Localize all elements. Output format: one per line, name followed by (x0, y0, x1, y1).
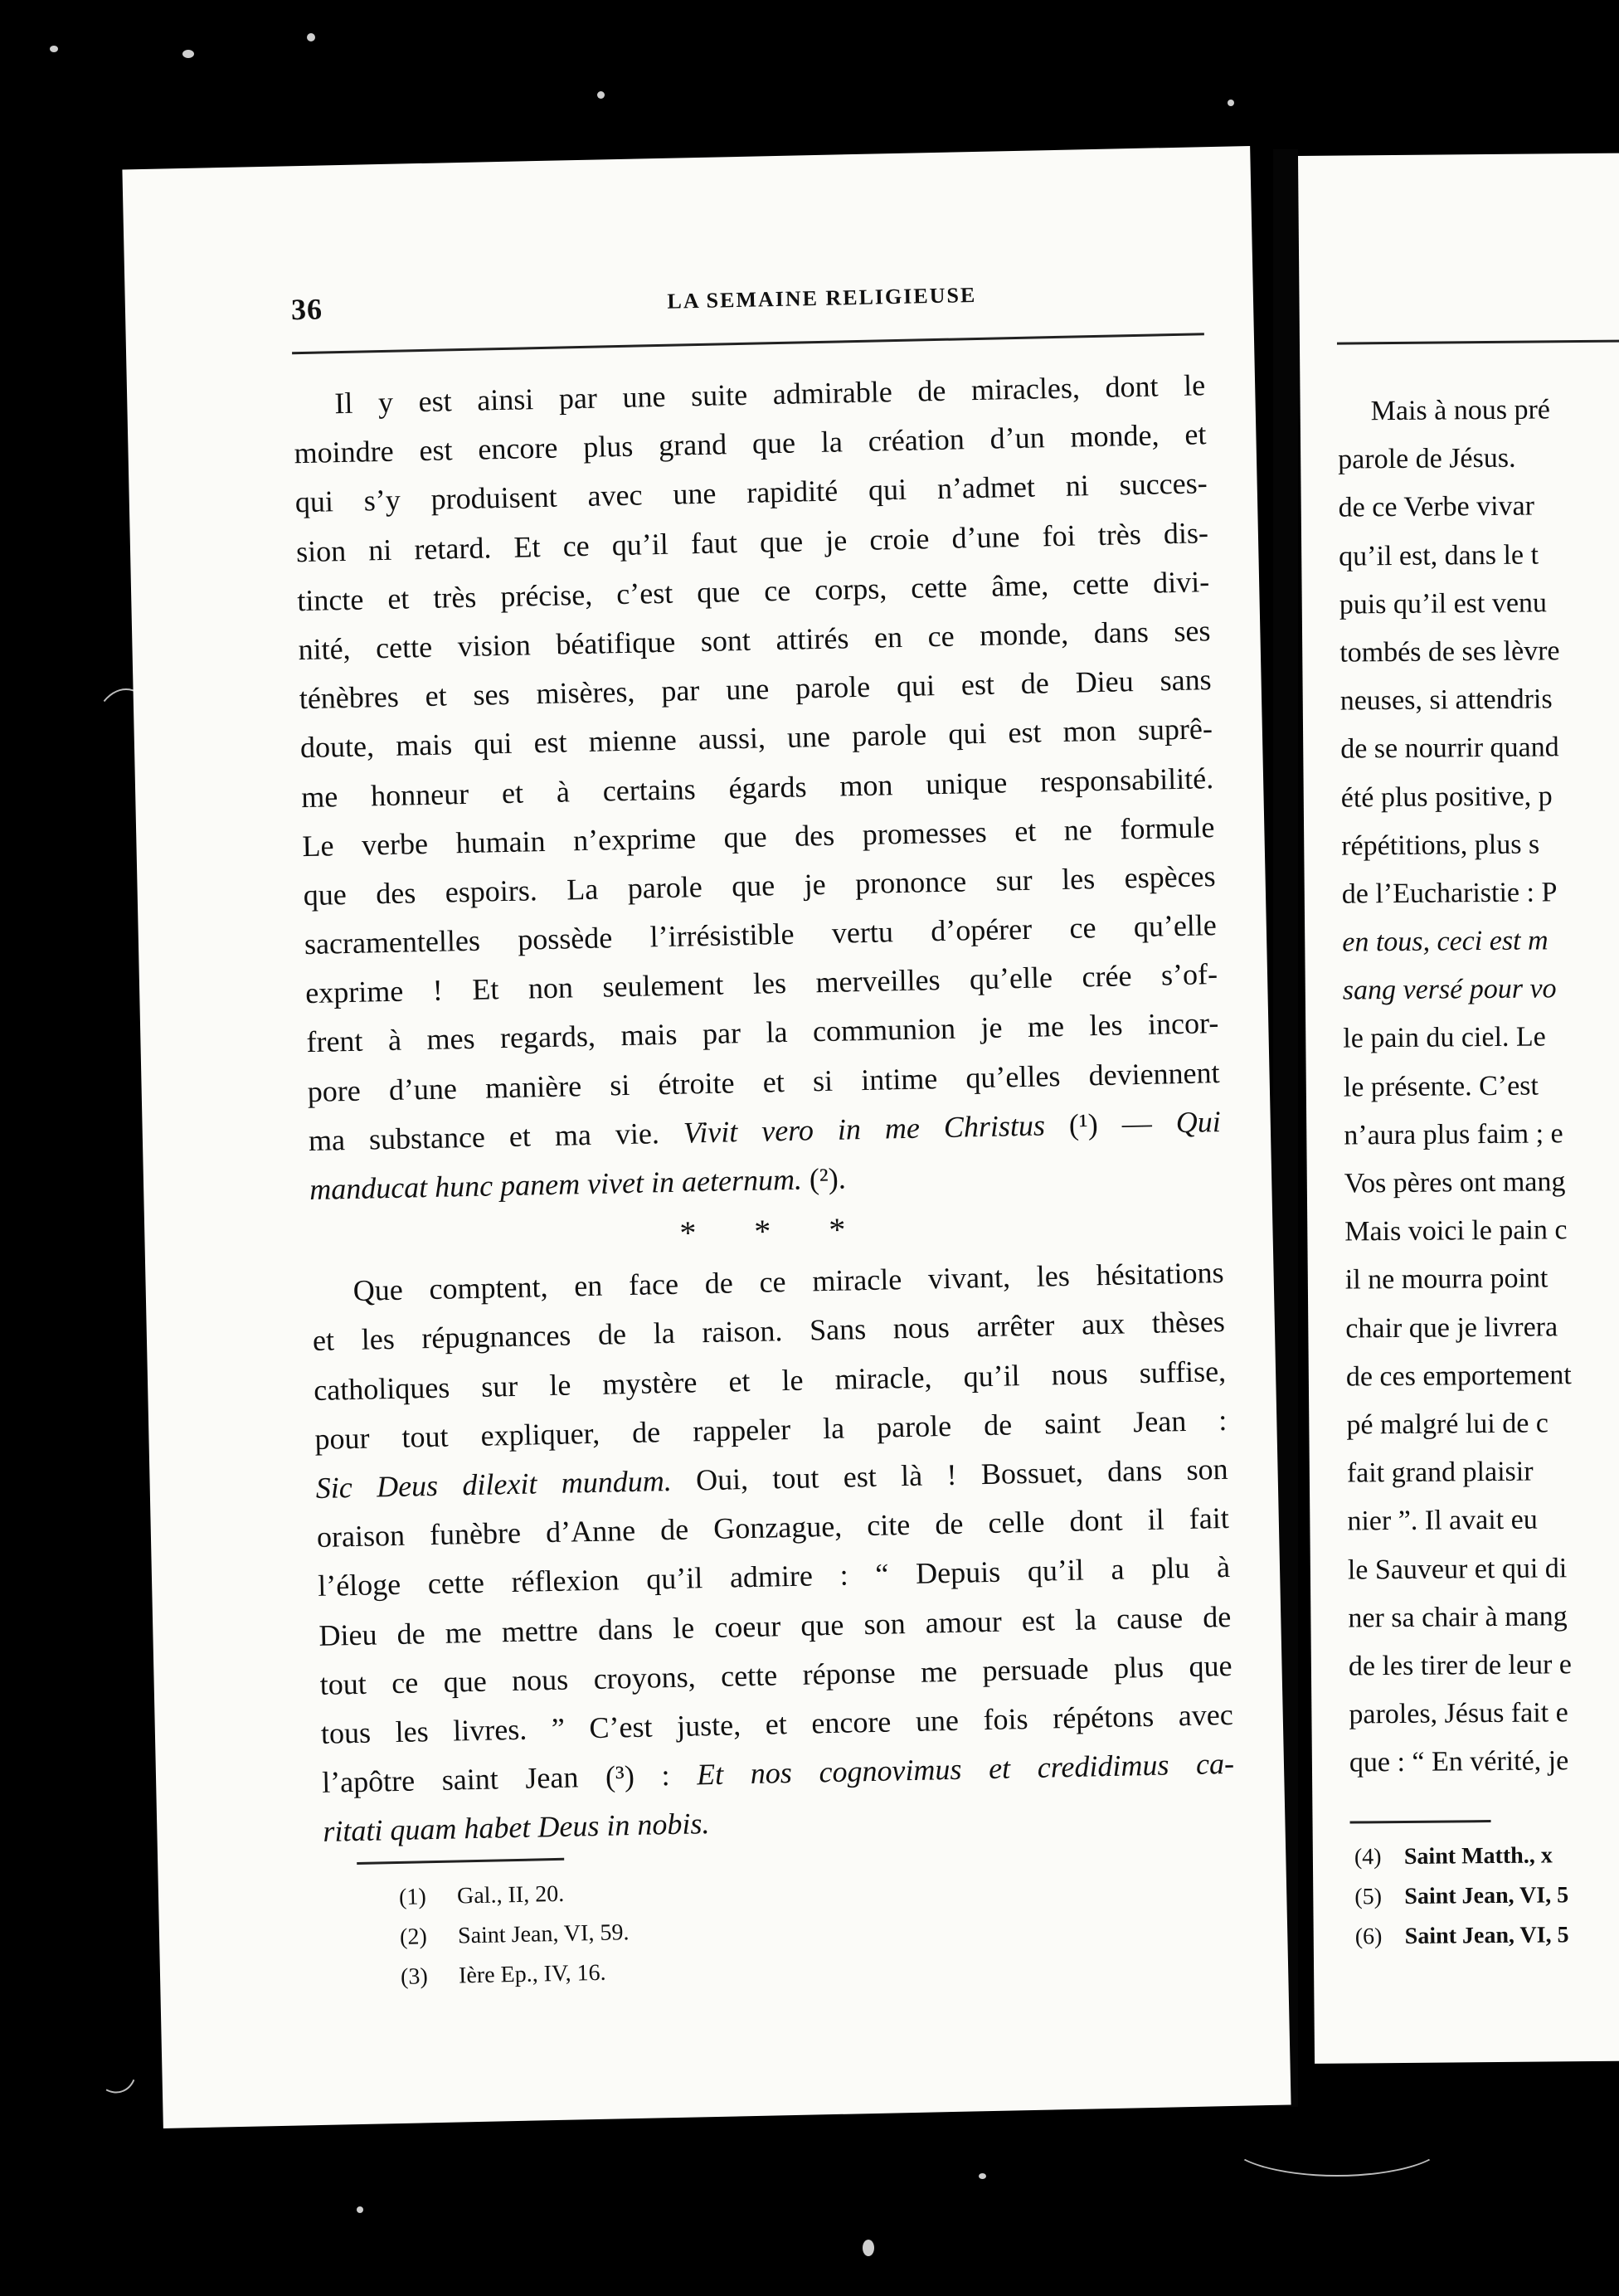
text-line: doute, mais qui est mienne aussi, une parole qui est mon suprê- (299, 712, 1213, 765)
footnote-number: (3) (400, 1963, 429, 1990)
running-head (291, 273, 1204, 338)
footnote-text: Gal., II, 20. (456, 1880, 565, 1909)
footnotes (1354, 1834, 1619, 1957)
footnote-number: (6) (1354, 1924, 1383, 1950)
text-line: Le verbe humain n’exprime que des promesses et ne formule (302, 810, 1215, 863)
dust-speck (597, 91, 605, 99)
text-line: ritati quam habet Deus in nobis. (323, 1807, 710, 1849)
text-line: le présente. C’est (1343, 1070, 1539, 1103)
footnote-text: Saint Jean, VI, 5 (1404, 1922, 1569, 1949)
page-number: 36 (290, 292, 323, 327)
text-line: été plus positive, p (1340, 780, 1553, 814)
text-line: Vos pères ont mang (1344, 1166, 1566, 1199)
footnote-number: (1) (398, 1884, 427, 1910)
footnote-rule (1350, 1820, 1491, 1823)
latin-quote: manducat hunc panem vivet in aeternum. (309, 1162, 803, 1207)
text-run: ma substance et ma vie. (308, 1116, 684, 1157)
dust-speck (863, 2240, 874, 2256)
section-ornament: * * * (678, 1210, 871, 1252)
latin-quote: Et nos cognovimus et credidimus ca- (696, 1746, 1235, 1792)
text-line: nier ”. Il avait eu (1347, 1504, 1538, 1537)
header-rule (292, 333, 1204, 354)
text-line: répétitions, plus s (1341, 829, 1540, 862)
text-line: pore d’une manière si étroite et si intime qu’elles deviennent (307, 1055, 1220, 1108)
footnote-text: Saint Matth., x (1403, 1842, 1553, 1870)
text-line: exprime ! Et non seulement les merveilles qu’elle crée s’of- (304, 957, 1218, 1010)
footnote-rule (357, 1858, 564, 1865)
text-line: que : “ En vérité, je (1349, 1745, 1569, 1778)
text-line: Que comptent, en face de ce miracle vivant, les hésitations (352, 1256, 1224, 1308)
text-line: moindre est encore plus grand que la création d’un monde, et (294, 417, 1207, 470)
text-line: l’éloge cette réflexion qu’il admire : “ Depuis qu’il a plu à (317, 1550, 1231, 1603)
header-rule (1337, 339, 1619, 344)
footnote-text: Ière Ep., IV, 16. (458, 1959, 606, 1989)
footnote-ref: (²). (801, 1161, 847, 1196)
text-line: qu’il est, dans le t (1339, 539, 1539, 572)
text-line: de les tirer de leur e (1348, 1649, 1573, 1682)
footnote (1355, 1914, 1619, 1957)
dust-speck (182, 50, 194, 58)
text-line: fait grand plaisir (1346, 1456, 1534, 1489)
text-line: en tous, ceci est m (1342, 925, 1549, 958)
left-page (122, 146, 1291, 2128)
footnote-text: Saint Jean, VI, 5 (1404, 1882, 1569, 1909)
text-line: chair que je livrera (1345, 1311, 1558, 1345)
header-title: LA SEMAINE RELIGIEUSE (667, 282, 977, 314)
text-line: Mais à nous pré (1370, 394, 1551, 427)
text-line: me honneur et à certains égards mon unique responsabilité. (300, 761, 1214, 814)
text-line: Dieu de me mettre dans le coeur que son amour est la cause de (318, 1599, 1232, 1652)
text-line: de ce Verbe vivar (1338, 490, 1535, 523)
footnote-ref: (¹) — (1044, 1105, 1177, 1142)
text-line: oraison funèbre d’Anne de Gonzague, cite de celle dont il fait (316, 1501, 1230, 1554)
text-line: catholiques sur le mystère et le miracle, qu’il nous suffise, (313, 1354, 1227, 1407)
footnote (1354, 1874, 1619, 1917)
text-line: de se nourrir quand (1340, 732, 1559, 765)
dust-speck (1228, 100, 1234, 106)
text-line: de ces emportement (1345, 1359, 1572, 1393)
text-line: sacramentelles possède l’irrésistible vertu d’opérer ce qu’elle (304, 908, 1218, 961)
footnote-text: Saint Jean, VI, 59. (457, 1919, 630, 1949)
text-line: pour tout expliquer, de rappeler la parole de saint Jean : (314, 1403, 1228, 1456)
footnotes (399, 1866, 982, 1997)
text-line: tombés de ses lèvre (1339, 635, 1560, 669)
text-line: et les répugnances de la raison. Sans nous arrêter aux thèses (312, 1305, 1226, 1358)
text-line: que des espoirs. La parole que je prononce sur les espèces (303, 859, 1216, 912)
text-line: neuses, si attendris (1339, 683, 1553, 717)
footnote-number: (5) (1354, 1884, 1383, 1910)
text-line: frent à mes regards, mais par la communion je me les incor- (306, 1006, 1219, 1059)
dust-speck (979, 2173, 986, 2179)
text-line: ténèbres et ses misères, par une parole qui est de Dieu sans (299, 663, 1212, 716)
dust-speck (50, 46, 58, 52)
latin-quote: Qui (1175, 1104, 1222, 1139)
text-run: l’apôtre saint Jean (³) : (321, 1758, 698, 1799)
text-line: de l’Eucharistie : P (1341, 877, 1558, 910)
dust-speck (307, 33, 315, 41)
text-line: qui s’y produisent avec une rapidité qui n’admet ni succes- (294, 466, 1208, 519)
text-line: sang versé pour vo (1342, 973, 1557, 1006)
body-text (1337, 383, 1619, 1788)
text-line: parole de Jésus. (1338, 442, 1516, 475)
text-line: pé malgré lui de c (1346, 1408, 1549, 1441)
text-line: tous les livres. ” C’est juste, et encore une fois répétons avec (320, 1697, 1234, 1750)
dust-speck (357, 2206, 363, 2213)
text-line: le Sauveur et qui di (1347, 1552, 1568, 1586)
text-line: le pain du ciel. Le (1343, 1021, 1546, 1055)
text-line: Il y est ainsi par une suite admirable de miracles, dont le (333, 368, 1206, 421)
text-line: tincte et très précise, c’est que ce corps, cette âme, cette divi- (296, 564, 1210, 617)
lint-fiber (84, 2035, 144, 2100)
text-line: n’aura plus faim ; e (1344, 1118, 1563, 1151)
text-line: paroles, Jésus fait e (1349, 1697, 1568, 1730)
body-text (293, 361, 1236, 1856)
text-line: nité, cette vision béatifique sont attirés en ce monde, dans ses (298, 614, 1211, 667)
text-line: ner sa chair à mang (1348, 1600, 1568, 1634)
footnote (1354, 1834, 1619, 1877)
text-line: sion ni retard. Et ce qu’il faut que je croie d’une foi très dis- (295, 515, 1209, 568)
text-line: il ne mourra point (1344, 1262, 1549, 1296)
text-line: Mais voici le pain c (1344, 1214, 1568, 1248)
text-run: Oui, tout est là ! Bossuet, dans son (671, 1452, 1228, 1497)
latin-quote: Vivit vero in me Christus (683, 1108, 1046, 1150)
text-line: puis qu’il est venu (1339, 587, 1548, 620)
right-page (1298, 153, 1619, 2064)
footnote-number: (4) (1354, 1844, 1382, 1870)
text-line: tout ce que nous croyons, cette réponse me persuade plus que (319, 1648, 1232, 1701)
lint-fiber (1228, 2107, 1446, 2177)
footnote-number: (2) (399, 1924, 428, 1950)
latin-quote: Sic Deus dilexit mundum. (315, 1463, 673, 1505)
